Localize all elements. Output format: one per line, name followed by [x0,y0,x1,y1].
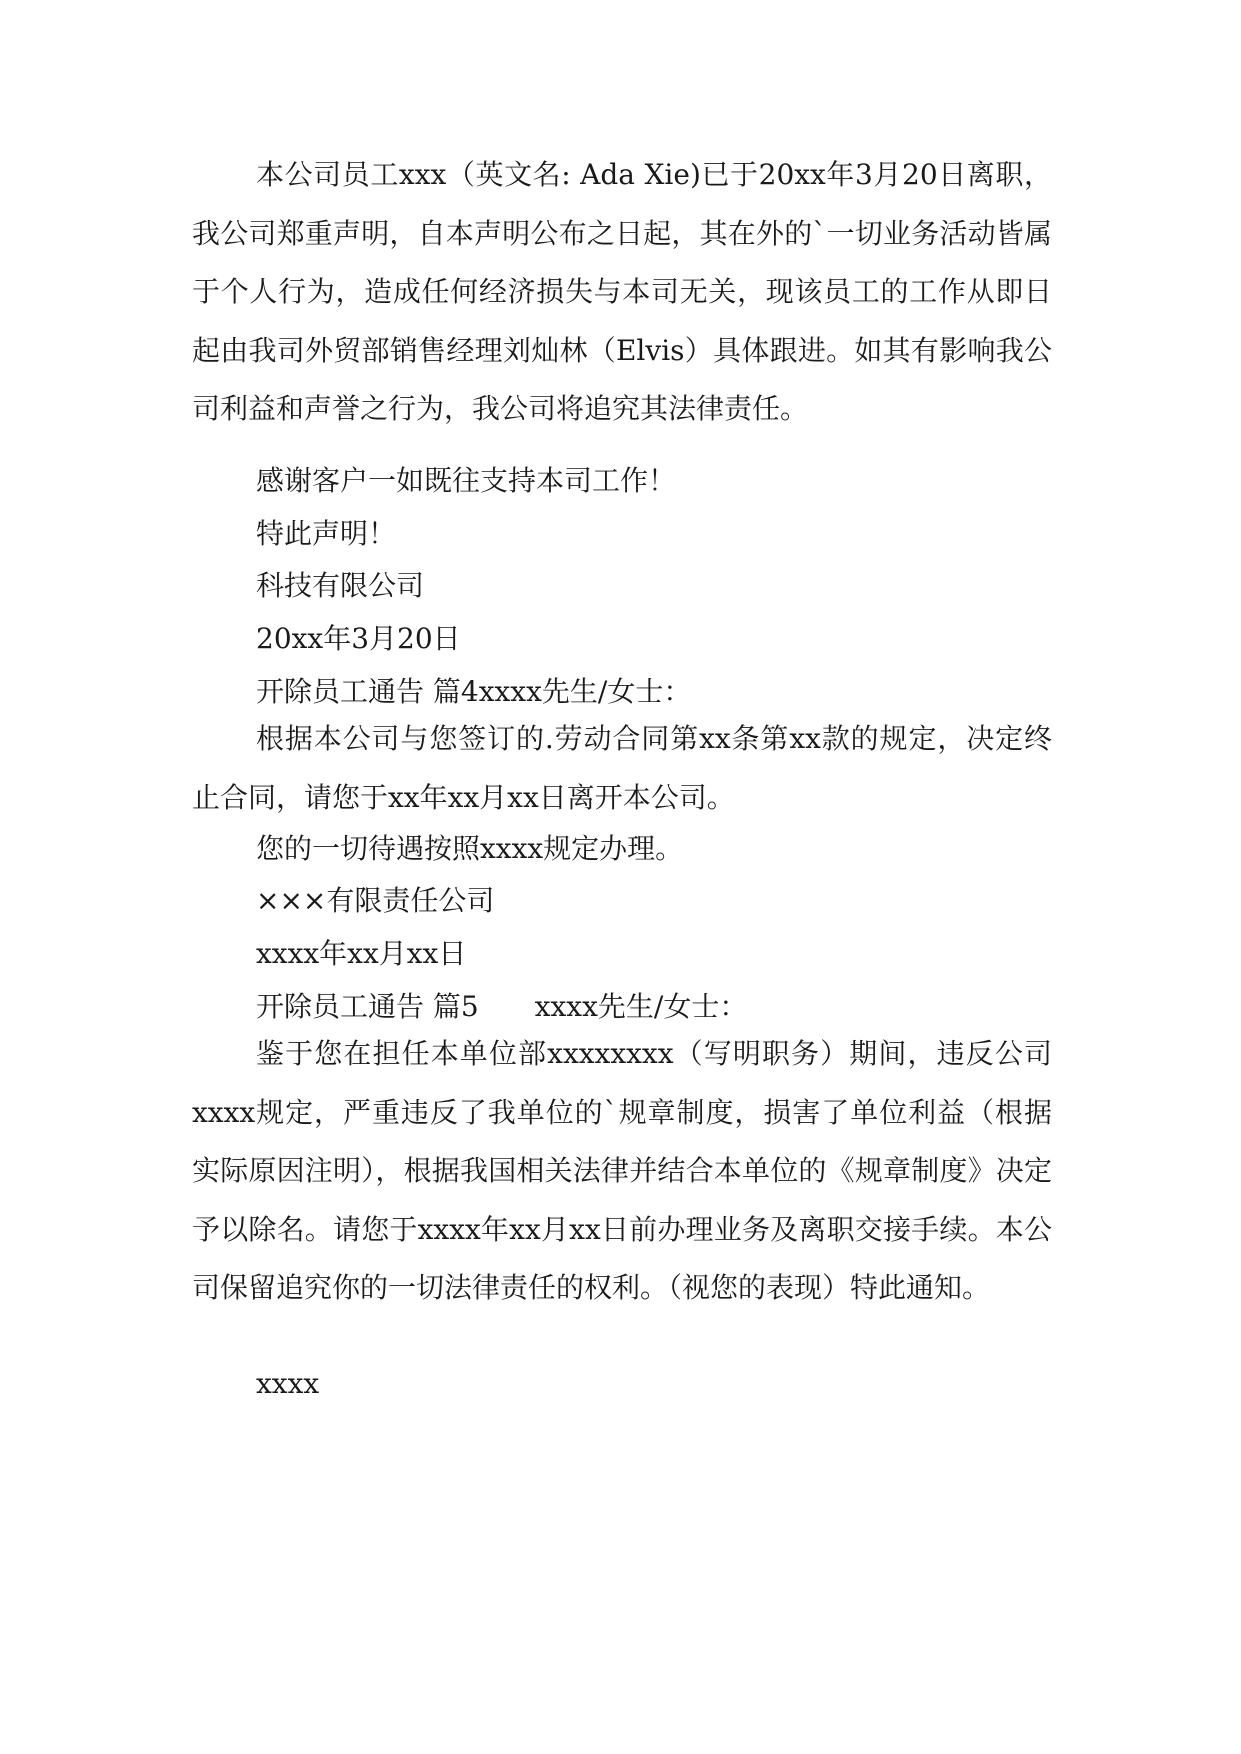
notice-heading-4: 开除员工通告 篇4xxxx先生/女士： [256,675,692,708]
signature-placeholder: xxxx [256,1367,320,1400]
date-line-2: xxxx年xx月xx日 [256,937,467,970]
date-line: 20xx年3月20日 [256,622,461,655]
paragraph-treatment: 您的一切待遇按照xxxx规定办理。 [256,832,684,865]
paragraph-dismissal: 鉴于您在担任本单位部xxxxxxxx（写明职务）期间，违反公司xxxx规定，严重违反了我单位的`规章制度，损害了单位利益（根据实际原因注明），根据我国相关法律并结合本单位的《规章制度》决定予以除名。请您于xxxx年xx月xx日前办理业务及离职交接手续。本公司保留追究你的一切法律责任的权利。（视您的表现）特此通知。 [192,1037,1052,1305]
company-signature: 科技有限公司 [256,569,425,602]
notice-heading-5: 开除员工通告 篇5 xxxx先生/女士： [256,990,748,1023]
paragraph-resignation-statement: 本公司员工xxx（英文名: Ada Xie)已于20xx年3月20日离职，我公司郑重声明，自本声明公布之日起，其在外的`一切业务活动皆属于个人行为，造成任何经济损失与本司无关，现该员工的工作从即日起由我司外贸部销售经理刘灿林（Elvis）具体跟进。如其有影响我公司利益和声誉之行为，我公司将追究其法律责任。 [192,158,1052,426]
paragraph-thanks: 感谢客户一如既往支持本司工作！ [256,464,677,497]
paragraph-declaration: 特此声明！ [256,517,397,550]
company-signature-2: ×××有限责任公司 [256,884,495,917]
paragraph-contract-termination: 根据本公司与您签订的.劳动合同第xx条第xx款的规定，决定终止合同，请您于xx年xx月xx日离开本公司。 [192,722,1052,814]
